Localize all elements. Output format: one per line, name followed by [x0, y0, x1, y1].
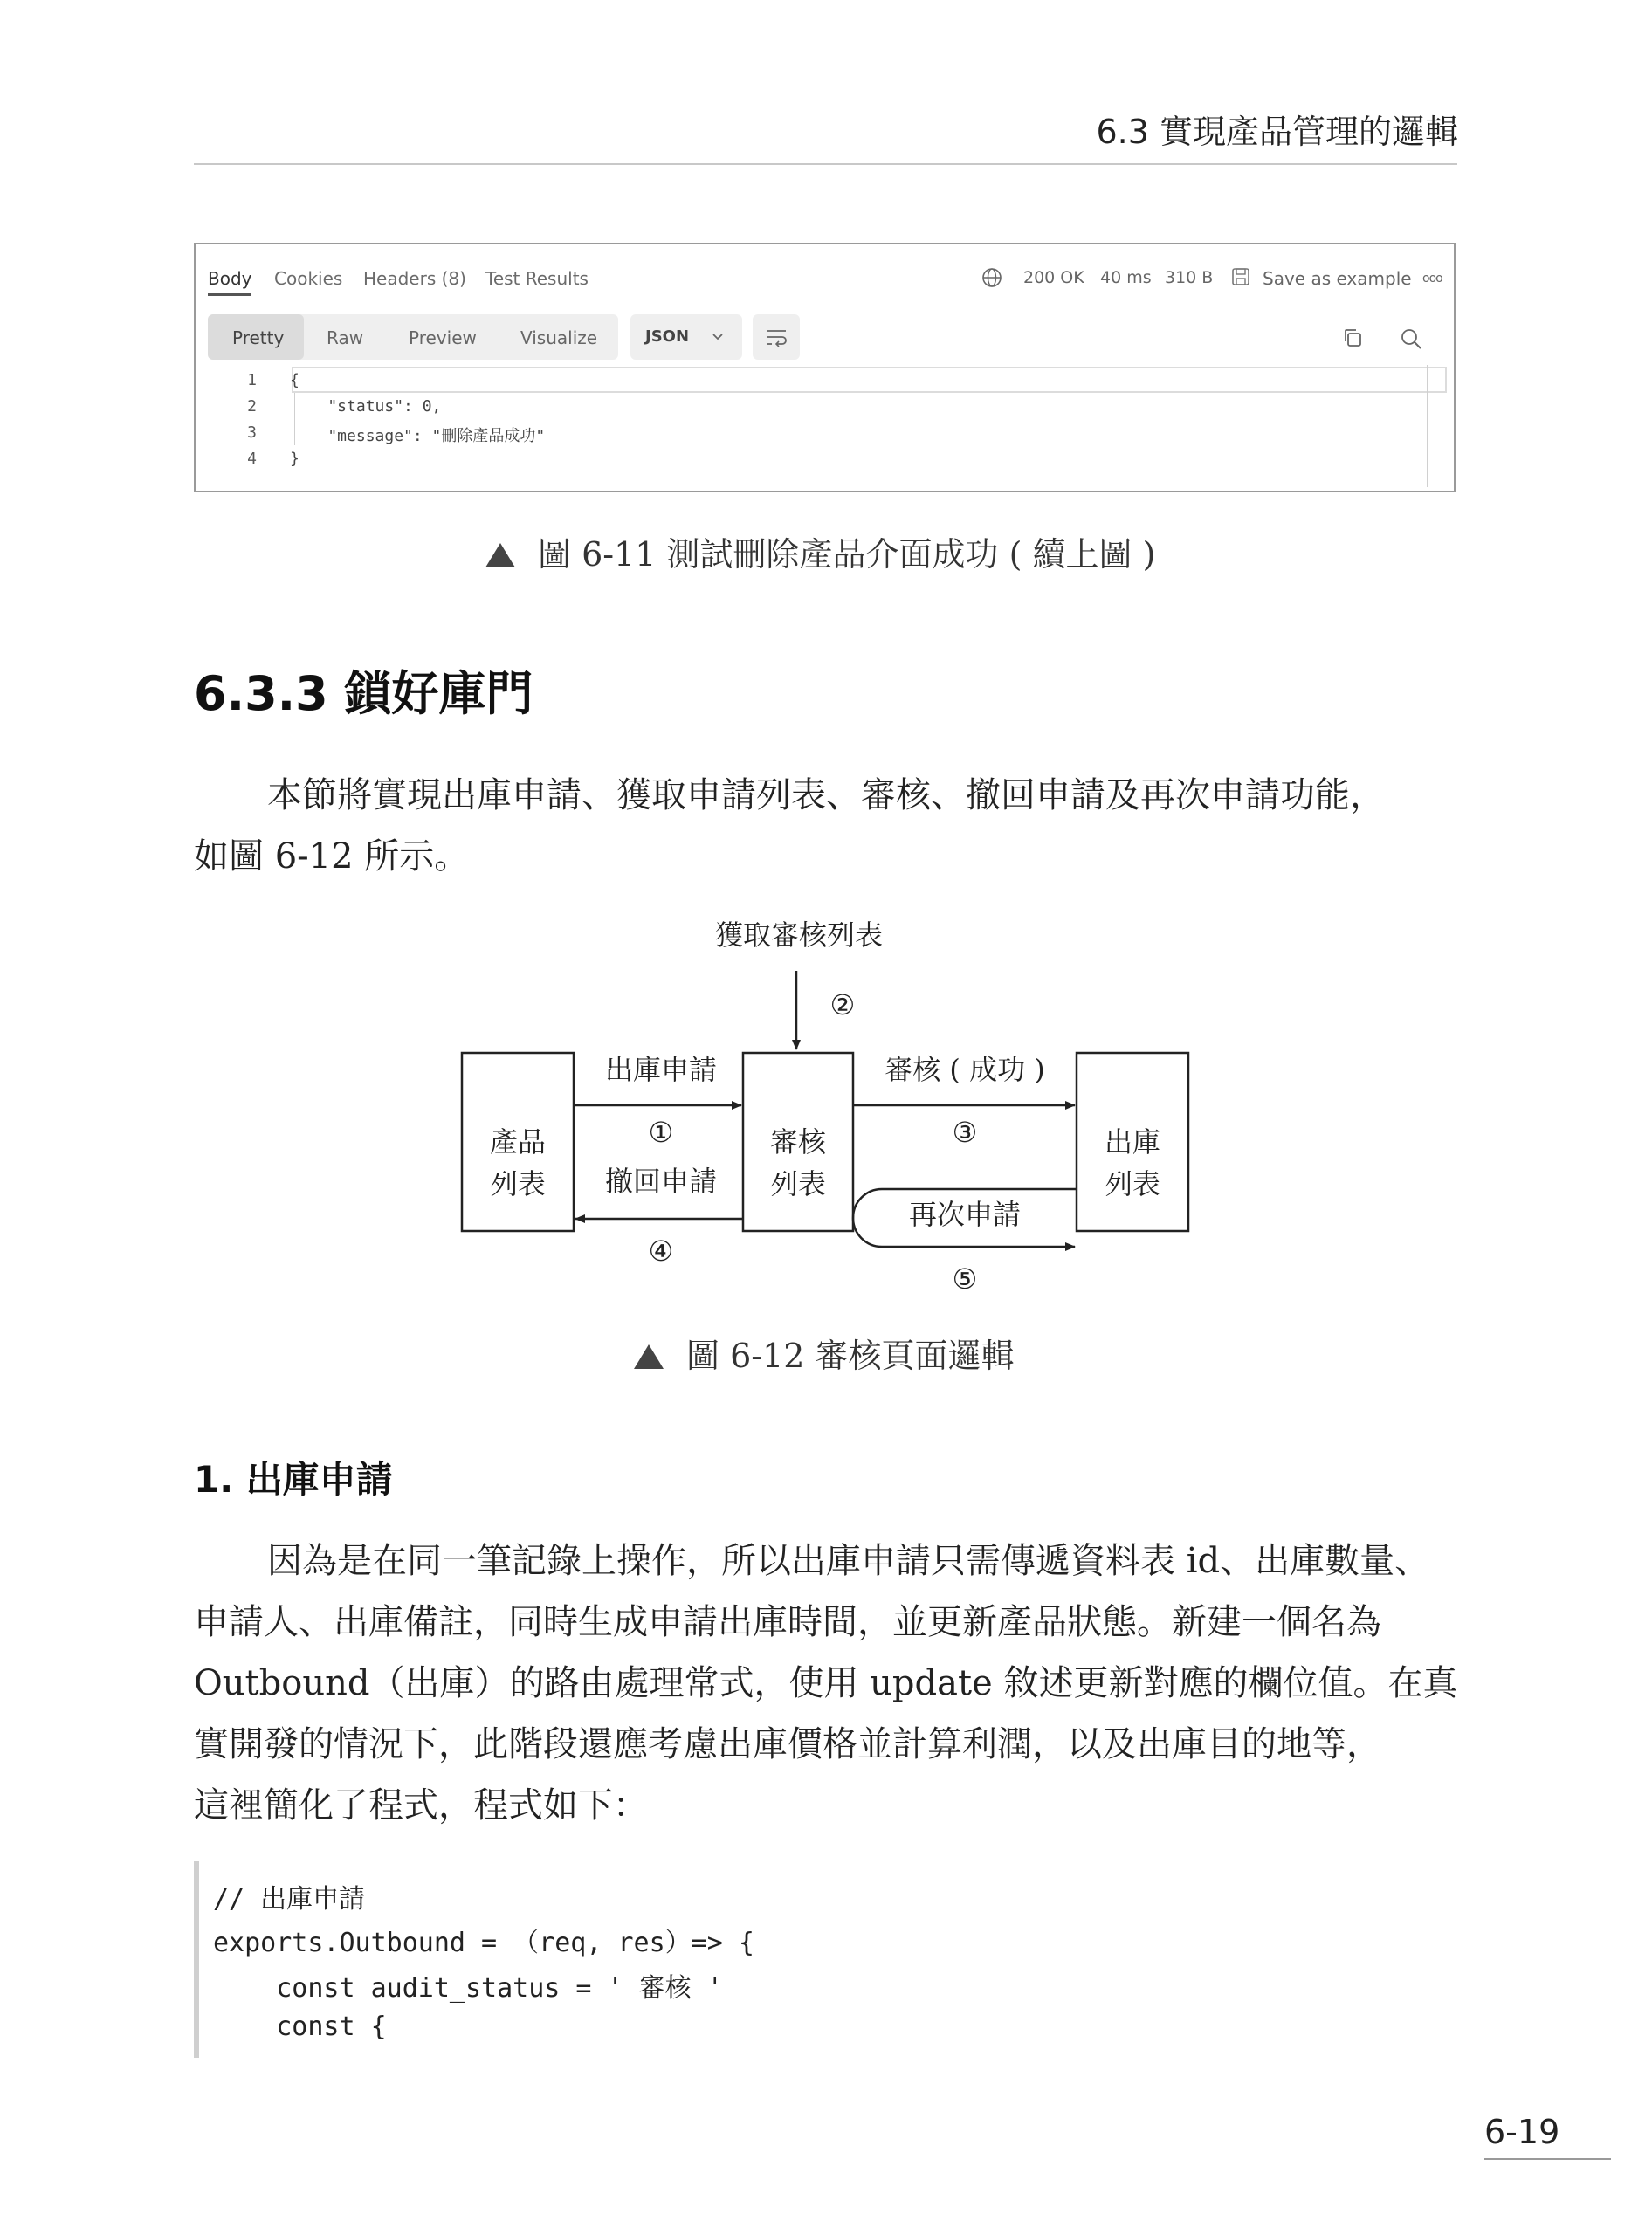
current-line-highlight	[292, 367, 1447, 393]
edge-reapply-label: 再次申請	[908, 1198, 1022, 1231]
triangle-icon	[634, 1344, 664, 1369]
copy-icon[interactable]	[1341, 327, 1364, 349]
box-audit-label-2: 列表	[769, 1167, 827, 1200]
format-select-value: JSON	[645, 327, 690, 346]
code-line: const audit_status = ' 審核 '	[213, 1973, 723, 2004]
edge-withdraw-label: 撤回申請	[604, 1165, 718, 1198]
save-icon[interactable]	[1231, 267, 1250, 286]
figure-6-11-caption-text: 圖 6-11 測試刪除產品介面成功 ( 續上圖 )	[538, 535, 1156, 574]
view-raw[interactable]: Raw	[327, 327, 364, 348]
code-line: {	[290, 371, 299, 389]
audit-flow-diagram	[437, 908, 1222, 1318]
wrap-icon	[764, 326, 788, 348]
subsection-heading: 1. 出庫申請	[194, 1458, 393, 1501]
line-number: 4	[247, 450, 257, 468]
page-number: 6-19	[1484, 2113, 1560, 2151]
response-size: 310 B	[1165, 268, 1214, 287]
section-heading: 6.3.3 鎖好庫門	[194, 666, 533, 721]
line-number: 1	[247, 371, 257, 389]
running-header: 6.3 實現產品管理的邏輯	[1096, 113, 1458, 151]
step-number-3: ③	[952, 1116, 978, 1149]
active-tab-underline	[208, 293, 251, 296]
tab-body[interactable]: Body	[208, 268, 252, 289]
box-audit-label-1: 審核	[769, 1125, 827, 1159]
line-number: 2	[247, 397, 257, 416]
body-line-4: 實開發的情況下，此階段還應考慮出庫價格並計算利潤，以及出庫目的地等，	[194, 1724, 1381, 1764]
body-line-3: Outbound（出庫）的路由處理常式，使用 update 敘述更新對應的欄位值。在真	[194, 1663, 1458, 1703]
view-visualize[interactable]: Visualize	[520, 327, 598, 348]
edge-approve-label: 審核 ( 成功 )	[885, 1053, 1045, 1086]
code-block-bar	[194, 1861, 199, 2058]
intro-line-2: 如圖 6-12 所示。	[194, 836, 470, 877]
triangle-icon	[485, 543, 515, 567]
line-number: 3	[247, 423, 257, 442]
box-outbound-label-1: 出庫	[1104, 1125, 1161, 1159]
label-get-audit-list: 獲取審核列表	[714, 918, 884, 952]
step-number-4: ④	[648, 1234, 674, 1268]
footer-rule	[1484, 2158, 1611, 2160]
code-line: "message": "刪除產品成功"	[290, 427, 546, 445]
globe-icon[interactable]	[981, 267, 1002, 288]
code-line: const {	[213, 2012, 387, 2042]
figure-6-12-caption-text: 圖 6-12 審核頁面邏輯	[686, 1337, 1015, 1375]
code-line: }	[290, 450, 299, 468]
tab-test-results[interactable]: Test Results	[485, 268, 589, 289]
tab-cookies[interactable]: Cookies	[274, 268, 343, 289]
body-line-2: 申請人、出庫備註，同時生成申請出庫時間，並更新產品狀態。新建一個名為	[194, 1602, 1381, 1642]
postman-response-panel	[194, 243, 1456, 492]
step-number-1: ①	[648, 1116, 674, 1149]
figure-6-12-caption	[634, 1329, 1015, 1377]
box-product-label-2: 列表	[489, 1167, 547, 1200]
box-outbound-label-2: 列表	[1104, 1167, 1161, 1200]
body-line-1: 因為是在同一筆記錄上操作，所以出庫申請只需傳遞資料表 id、出庫數量、	[267, 1541, 1430, 1581]
step-number-2: ②	[829, 988, 856, 1021]
chevron-down-icon	[711, 332, 725, 342]
code-line: exports.Outbound = （req, res）=> {	[213, 1928, 754, 1958]
view-preview[interactable]: Preview	[409, 327, 477, 348]
box-product-label-1: 產品	[489, 1125, 547, 1159]
step-number-5: ⑤	[952, 1262, 978, 1296]
status-code: 200 OK	[1023, 268, 1084, 287]
editor-scrollbar[interactable]	[1427, 365, 1428, 487]
edge-apply-label: 出庫申請	[604, 1053, 718, 1086]
search-icon[interactable]	[1399, 327, 1423, 351]
code-line: "status": 0,	[290, 397, 442, 416]
header-rule	[194, 163, 1457, 165]
tab-headers[interactable]: Headers (8)	[363, 268, 466, 289]
body-line-5: 這裡簡化了程式，程式如下：	[194, 1785, 648, 1826]
response-time: 40 ms	[1100, 268, 1152, 287]
save-as-example-button[interactable]: Save as example	[1263, 268, 1412, 289]
more-icon[interactable]: ooo	[1422, 272, 1442, 285]
code-block	[194, 1861, 1457, 2058]
figure-6-11-caption	[485, 527, 1155, 575]
view-pretty[interactable]: Pretty	[232, 327, 285, 348]
intro-line-1: 本節將實現出庫申請、獲取申請列表、審核、撤回申請及再次申請功能，	[267, 775, 1385, 815]
code-line: // 出庫申請	[213, 1884, 366, 1915]
